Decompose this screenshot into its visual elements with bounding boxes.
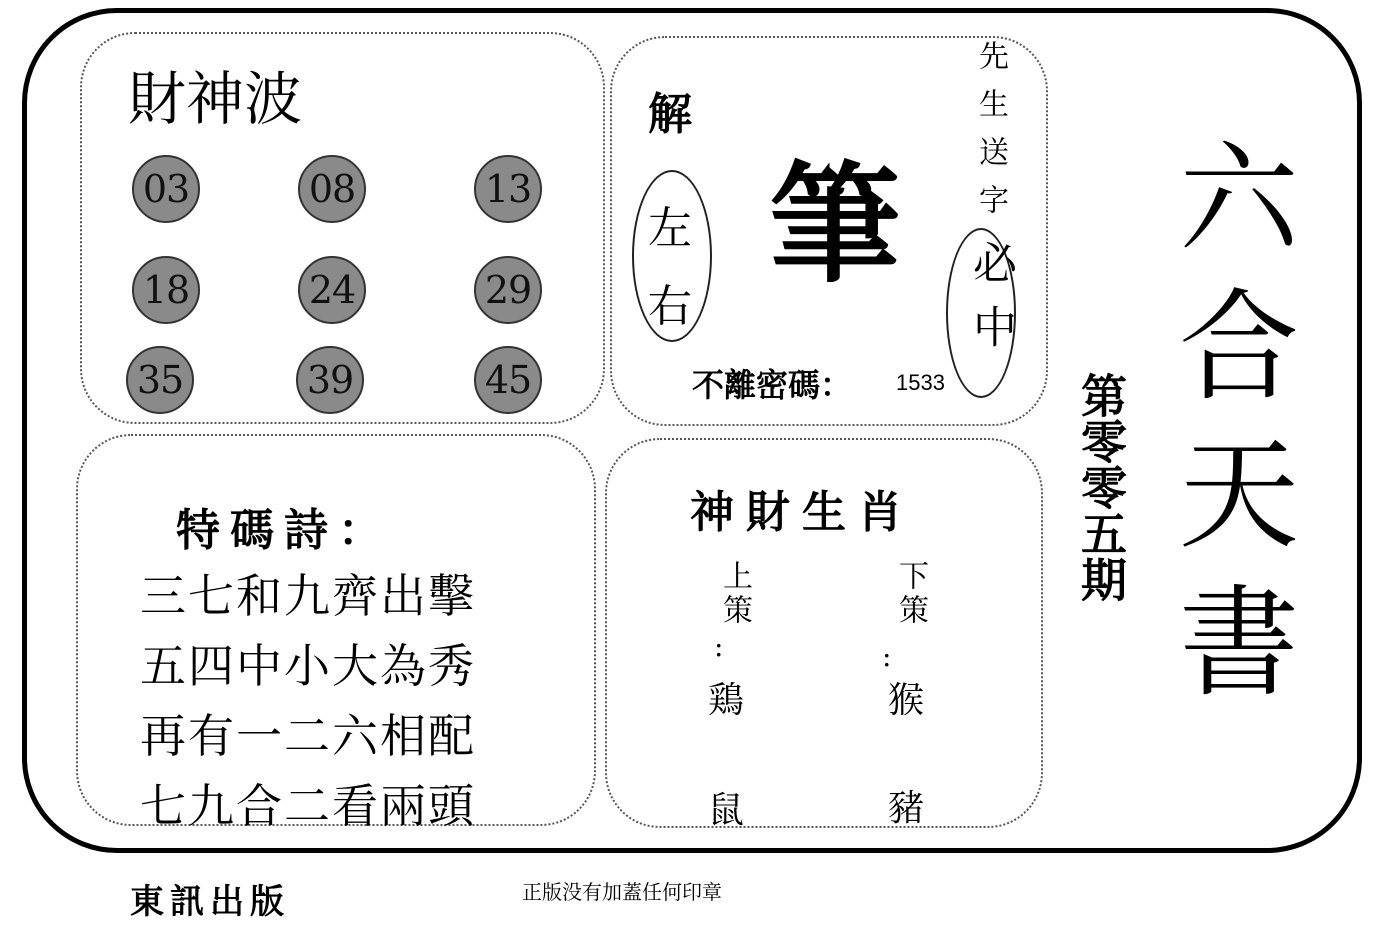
upper-item: 鶏 [708,680,745,721]
teacher-words: 先生送字 [973,40,1008,232]
right-char: 右 [648,281,692,332]
code-value: 1533 [896,370,945,395]
publisher: 東訊出版 [130,882,290,922]
poem-title: 特碼詩： [176,505,392,556]
poem-line: 七九合二看兩頭 [140,779,476,833]
riddle-label: 解 [648,89,692,140]
lower-colon: : [882,640,892,673]
number-ball: 18 [132,256,200,324]
issue-number: 第零零五期 [1074,372,1128,602]
number-ball: 35 [126,346,194,414]
code-label: 不離密碼： [692,366,853,404]
lower-item: 猴 [888,680,925,721]
number-ball: 03 [132,155,200,223]
number-ball: 45 [474,346,542,414]
main-title: 六合天書 [1159,135,1298,727]
number-ball: 24 [298,256,366,324]
poem-line: 五四中小大為秀 [140,639,476,693]
poem-line: 再有一二六相配 [140,709,476,763]
wealth-wave-title: 財神波 [128,65,303,133]
number-ball: 13 [474,155,542,223]
poem-line: 三七和九齊出擊 [140,569,476,623]
authenticity-note: 正版没有加蓋任何印章 [522,880,722,904]
must-hit-text: 必中 [965,240,1016,368]
left-char: 左 [648,203,692,254]
lower-item: 豬 [888,788,925,829]
zodiac-title: 神財生肖 [690,487,914,538]
upper-item: 鼠 [708,790,745,831]
lower-label: 下策 [893,560,928,628]
number-ball: 39 [296,346,364,414]
upper-label: 上策 [717,560,752,628]
number-ball: 08 [298,155,366,223]
upper-colon: : [714,630,724,663]
big-character: 筆 [770,149,901,301]
number-ball: 29 [474,256,542,324]
